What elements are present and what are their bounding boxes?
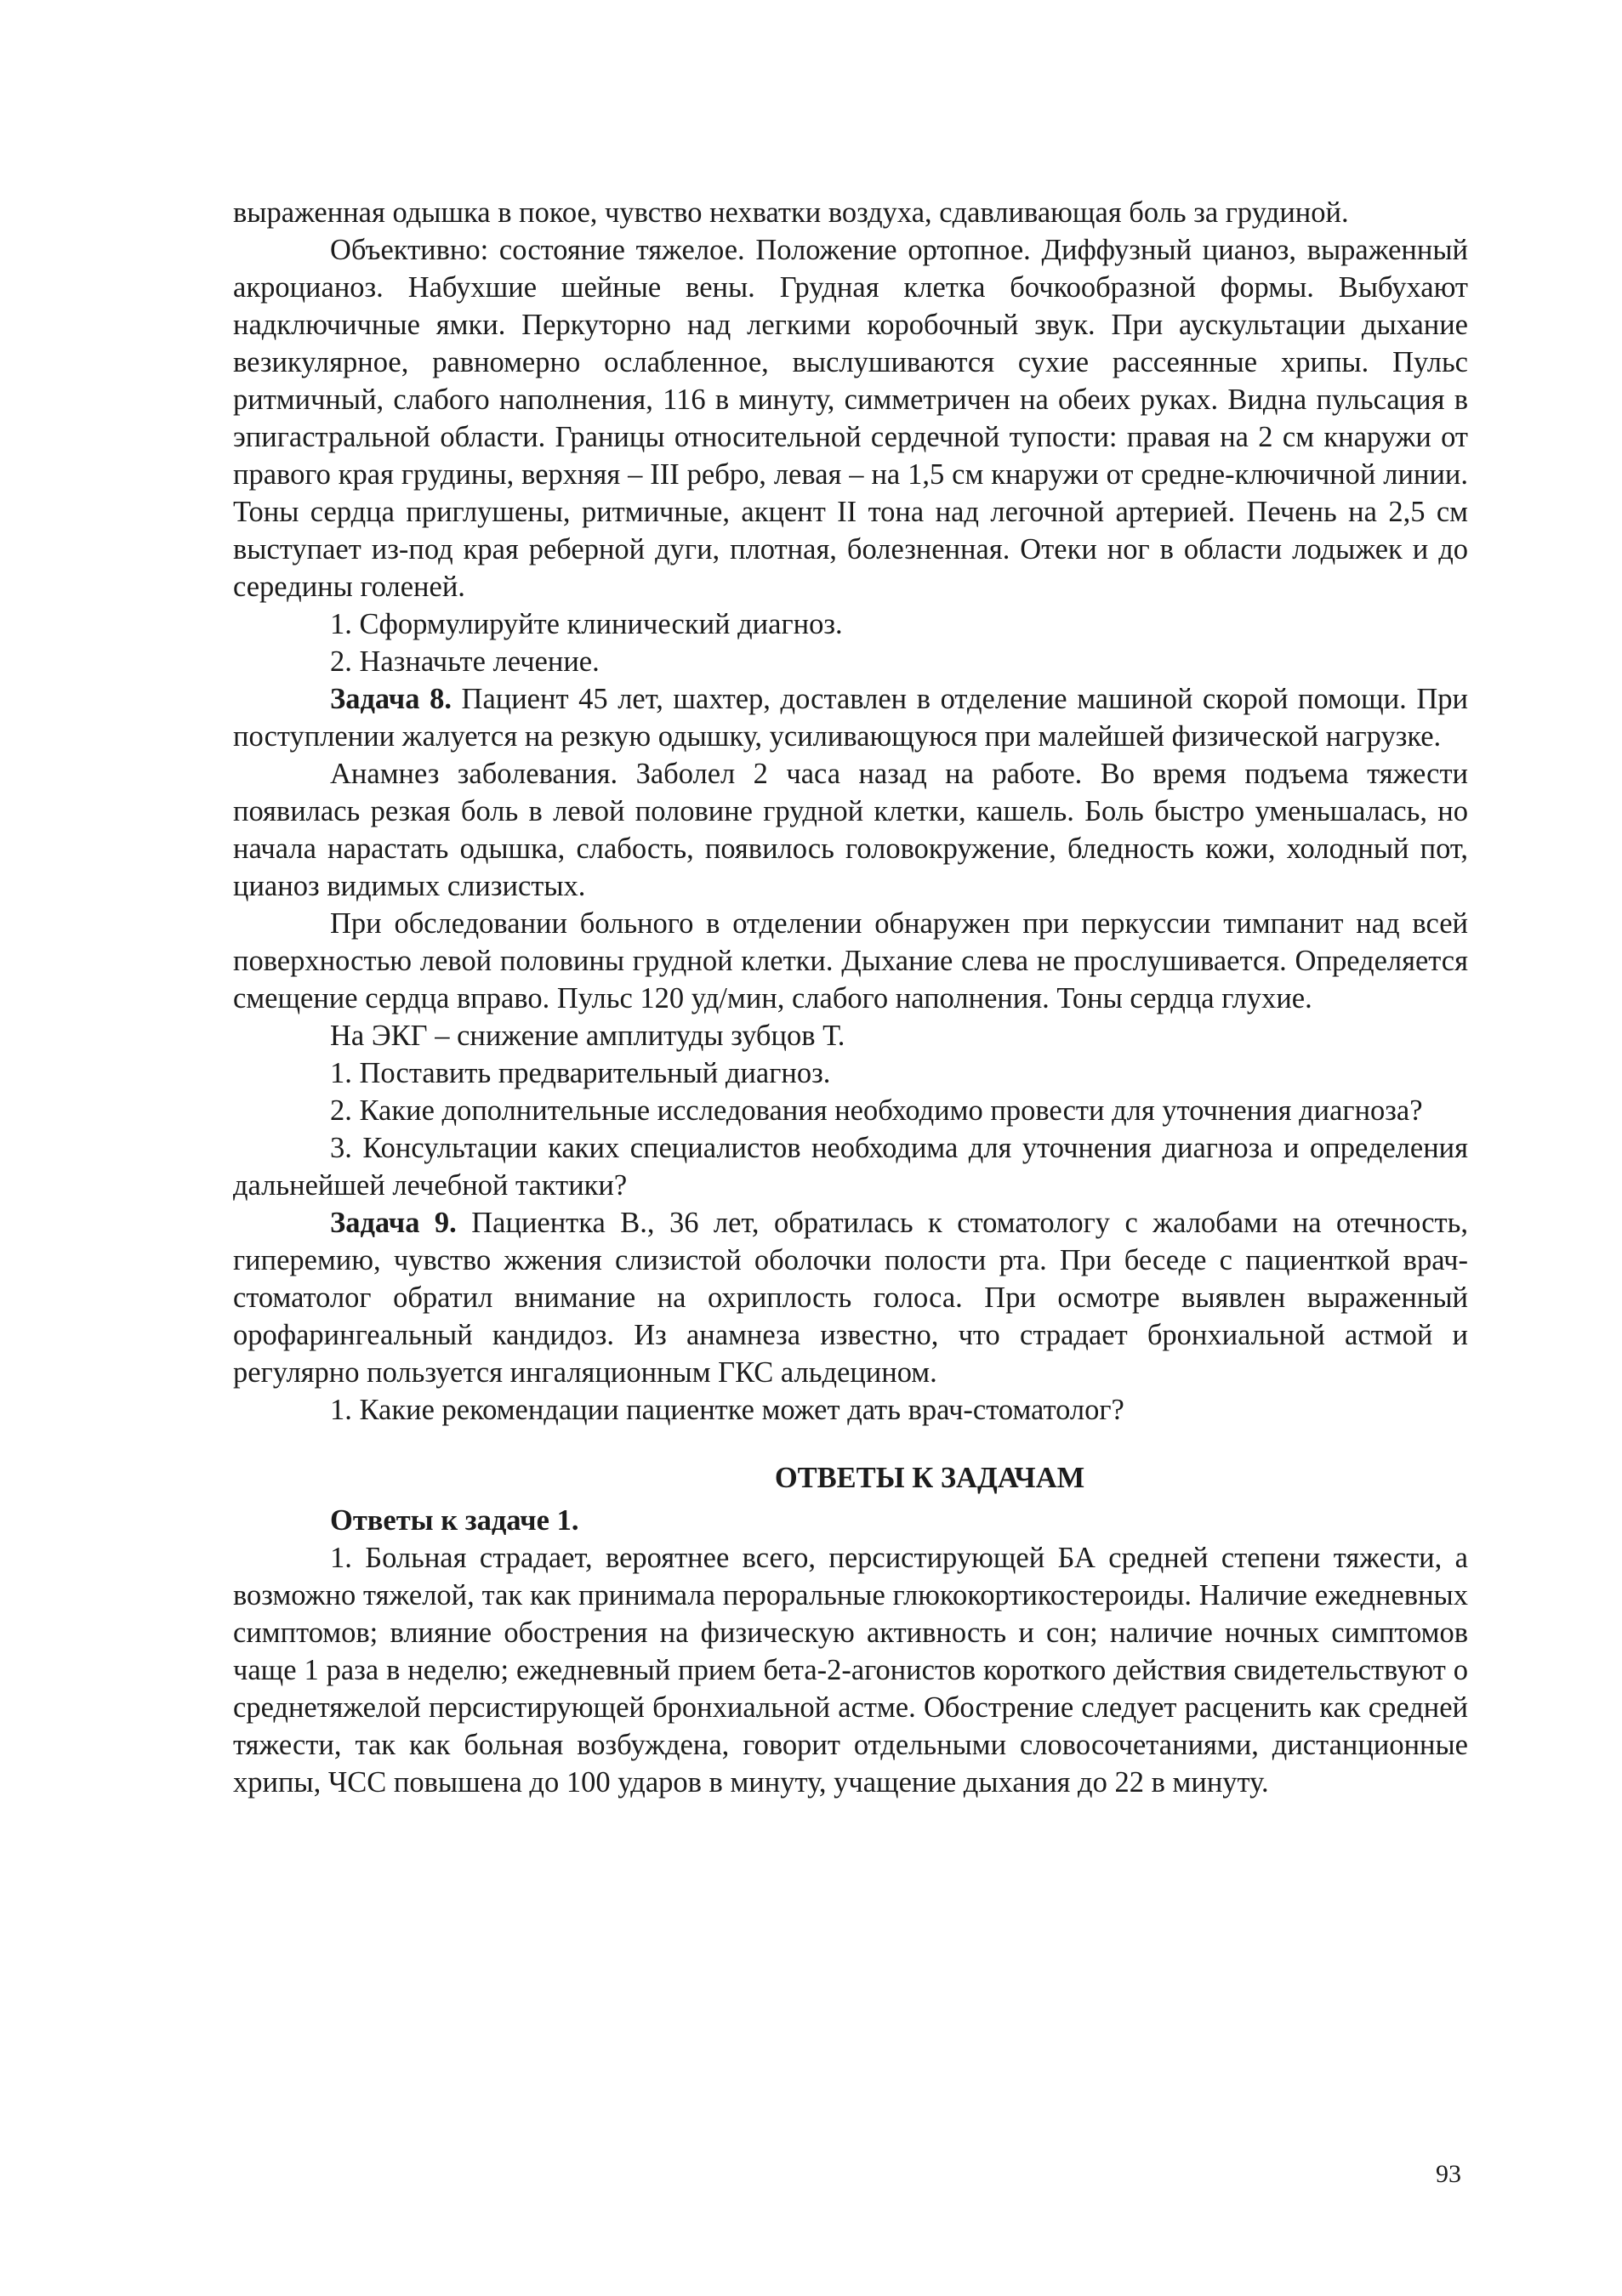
paragraph-anamnesis: Анамнез заболевания. Заболел 2 часа назад на работе. Во время подъема тяжести появилась резкая боль в левой половине грудной клетки, кашель. Боль быстро уменьшалась, но начала нарастать одышка, слабость, появилось головокружение, бледность кожи, холодный пот, цианоз видимых слизистых.	[233, 758, 1468, 902]
paragraph-examination: При обследовании больного в отделении обнаружен при перкуссии тимпанит над всей поверхностью левой половины грудной клетки. Дыхание слева не прослушивается. Определяется смещение сердца вправо. Пульс 120 уд/мин, слабого наполнения. Тоны сердца глухие.	[233, 907, 1468, 1014]
question-treatment: 2. Назначьте лечение.	[330, 645, 600, 678]
answers-task-1-subheading: Ответы к задаче 1.	[330, 1504, 579, 1537]
task-8-intro	[233, 680, 1468, 755]
answers-heading: ОТВЕТЫ К ЗАДАЧАМ	[774, 1462, 1085, 1494]
answer-task-1-paragraph: 1. Больная страдает, вероятнее всего, персистирующей БА средней степени тяжести, а возможно тяжелой, так как принимала пероральные глюкокортикостероиды. Наличие ежедневных симптомов; влияние обострения на физическую активность и сон; наличие ночных симптомов чаще 1 раза в неделю; ежедневный прием бета-2-агонистов короткого действия свидетельствуют о среднетяжелой персистирующей бронхиальной астме. Обострение следует расценить как средней тяжести, так как больная возбуждена, говорит отдельными словосочетаниями, дистанционные хрипы, ЧСС повышена до 100 ударов в минуту, учащение дыхания до 22 в минуту.	[233, 1542, 1468, 1799]
paragraph-ecg: На ЭКГ – снижение амплитуды зубцов Т.	[330, 1020, 845, 1052]
question-diagnosis: 1. Сформулируйте клинический диагноз.	[330, 608, 843, 640]
body-text	[233, 194, 1468, 1801]
paragraph-complaints: выраженная одышка в покое, чувство нехватки воздуха, сдавливающая боль за грудиной.	[233, 196, 1349, 229]
task-9-intro	[233, 1204, 1468, 1391]
page-number: 93	[1436, 2160, 1461, 2188]
question-preliminary-diagnosis: 1. Поставить предварительный диагноз.	[330, 1057, 831, 1089]
paragraph-objective: Объективно: состояние тяжелое. Положение ортопное. Диффузный цианоз, выраженный акроцианоз. Набухшие шейные вены. Грудная клетка бочкообразной формы. Выбухают надключичные ямки. Перкуторно над легкими коробочный звук. При аускультации дыхание везикулярное, равномерно ослабленное, выслушиваются сухие рассеянные хрипы. Пульс ритмичный, слабого наполнения, 116 в минуту, симметричен на обеих руках. Видна пульсация в эпигастральной области. Границы относительной сердечной тупости: правая на 2 см кнаружи от правого края грудины, верхняя – III ребро, левая – на 1,5 см кнаружи от средне-ключичной линии. Тоны сердца приглушены, ритмичные, акцент II тона над легочной артерией. Печень на 2,5 см выступает из-под края реберной дуги, плотная, болезненная. Отеки ног в области лодыжек и до середины голеней.	[233, 234, 1468, 603]
task-8-label: Задача 8.	[330, 683, 452, 715]
task-8-text: Пациент 45 лет, шахтер, доставлен в отделение машиной скорой помощи. При поступлении жалуется на резкую одышку, усиливающуюся при малейшей физической нагрузке.	[233, 683, 1468, 753]
task-9-label: Задача 9.	[330, 1207, 457, 1239]
question-consultations: 3. Консультации каких специалистов необходима для уточнения диагноза и определения дальнейшей лечебной тактики?	[233, 1132, 1468, 1202]
task-9-text: Пациентка В., 36 лет, обратилась к стоматологу с жалобами на отечность, гиперемию, чувство жжения слизистой оболочки полости рта. При беседе с пациенткой врач-стоматолог обратил внимание на охриплость голоса. При осмотре выявлен выраженный орофарингеальный кандидоз. Из анамнеза известно, что страдает бронхиальной астмой и регулярно пользуется ингаляционным ГКС альдецином.	[233, 1207, 1468, 1389]
question-recommendations: 1. Какие рекомендации пациентке может дать врач-стоматолог?	[330, 1394, 1124, 1426]
question-additional-tests: 2. Какие дополнительные исследования необходимо провести для уточнения диагноза?	[330, 1094, 1423, 1127]
